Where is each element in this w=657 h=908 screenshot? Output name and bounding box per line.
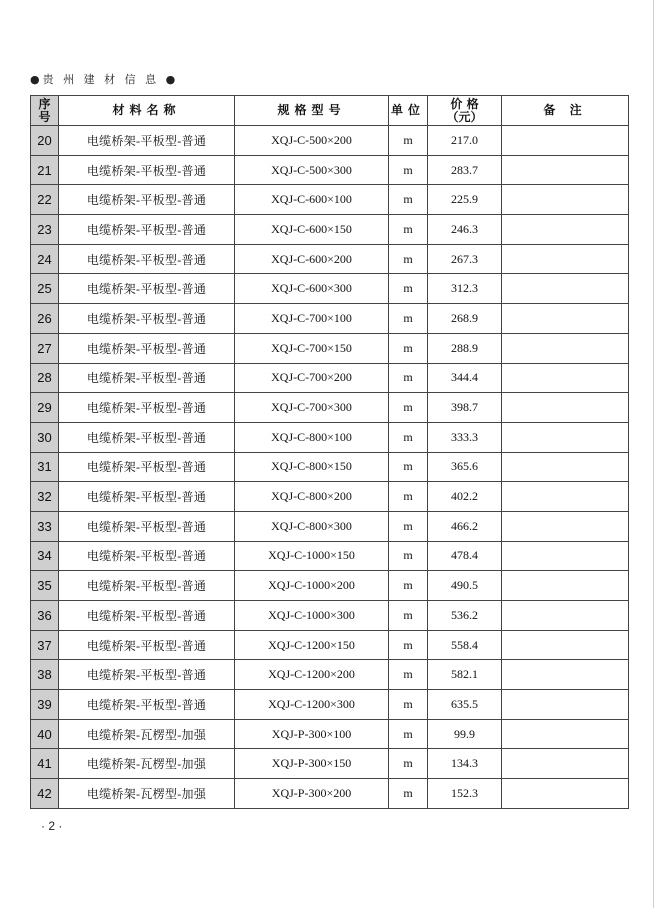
cell-seq: 22 — [31, 185, 59, 215]
cell-seq: 20 — [31, 126, 59, 156]
cell-price: 217.0 — [428, 126, 502, 156]
cell-name: 电缆桥架-平板型-普通 — [59, 126, 235, 156]
cell-spec: XQJ-C-700×300 — [235, 393, 389, 423]
cell-remark — [502, 601, 629, 631]
cell-price: 478.4 — [428, 541, 502, 571]
cell-price: 288.9 — [428, 333, 502, 363]
table-row — [31, 393, 629, 423]
cell-unit: m — [389, 333, 428, 363]
cell-seq: 23 — [31, 215, 59, 245]
cell-price: 536.2 — [428, 601, 502, 631]
cell-seq: 25 — [31, 274, 59, 304]
table-row — [31, 690, 629, 720]
cell-seq: 36 — [31, 601, 59, 631]
cell-name: 电缆桥架-瓦楞型-加强 — [59, 779, 235, 809]
col-header-unit: 单位 — [389, 96, 428, 126]
cell-spec: XQJ-C-1000×300 — [235, 601, 389, 631]
cell-spec: XQJ-C-600×200 — [235, 244, 389, 274]
cell-price: 344.4 — [428, 363, 502, 393]
cell-seq: 42 — [31, 779, 59, 809]
cell-remark — [502, 215, 629, 245]
cell-seq: 31 — [31, 452, 59, 482]
table-row — [31, 304, 629, 334]
cell-seq: 37 — [31, 630, 59, 660]
cell-spec: XQJ-C-800×200 — [235, 482, 389, 512]
table-row — [31, 482, 629, 512]
cell-price: 333.3 — [428, 422, 502, 452]
cell-price: 99.9 — [428, 719, 502, 749]
cell-unit: m — [389, 719, 428, 749]
col-header-spec: 规格型号 — [235, 96, 389, 126]
cell-unit: m — [389, 244, 428, 274]
cell-price: 402.2 — [428, 482, 502, 512]
table-body — [31, 126, 629, 809]
table-row — [31, 601, 629, 631]
cell-seq: 29 — [31, 393, 59, 423]
cell-price: 490.5 — [428, 571, 502, 601]
col-header-price — [428, 96, 502, 126]
cell-unit: m — [389, 779, 428, 809]
cell-price: 267.3 — [428, 244, 502, 274]
cell-name: 电缆桥架-瓦楞型-加强 — [59, 719, 235, 749]
cell-seq: 39 — [31, 690, 59, 720]
table-row — [31, 363, 629, 393]
table-row — [31, 422, 629, 452]
cell-spec: XQJ-P-300×100 — [235, 719, 389, 749]
cell-remark — [502, 422, 629, 452]
cell-seq: 24 — [31, 244, 59, 274]
cell-spec: XQJ-C-800×100 — [235, 422, 389, 452]
cell-unit: m — [389, 452, 428, 482]
cell-spec: XQJ-C-500×300 — [235, 155, 389, 185]
cell-unit: m — [389, 363, 428, 393]
cell-remark — [502, 185, 629, 215]
table-row — [31, 333, 629, 363]
cell-remark — [502, 511, 629, 541]
cell-seq: 21 — [31, 155, 59, 185]
cell-seq: 38 — [31, 660, 59, 690]
cell-spec: XQJ-C-1000×150 — [235, 541, 389, 571]
table-row — [31, 779, 629, 809]
cell-name: 电缆桥架-平板型-普通 — [59, 185, 235, 215]
cell-remark — [502, 155, 629, 185]
cell-spec: XQJ-C-800×300 — [235, 511, 389, 541]
cell-remark — [502, 630, 629, 660]
table-row — [31, 630, 629, 660]
cell-seq: 32 — [31, 482, 59, 512]
cell-remark — [502, 749, 629, 779]
col-header-seq-line1: 序 — [38, 96, 51, 111]
cell-remark — [502, 126, 629, 156]
cell-price: 246.3 — [428, 215, 502, 245]
cell-seq: 34 — [31, 541, 59, 571]
cell-name: 电缆桥架-平板型-普通 — [59, 333, 235, 363]
cell-unit: m — [389, 690, 428, 720]
cell-price: 152.3 — [428, 779, 502, 809]
cell-unit: m — [389, 155, 428, 185]
cell-price: 134.3 — [428, 749, 502, 779]
table-row — [31, 571, 629, 601]
table-row — [31, 452, 629, 482]
table-row — [31, 274, 629, 304]
table-row — [31, 749, 629, 779]
table-row — [31, 244, 629, 274]
col-header-seq — [31, 96, 59, 126]
cell-name: 电缆桥架-平板型-普通 — [59, 452, 235, 482]
cell-spec: XQJ-C-700×200 — [235, 363, 389, 393]
cell-unit: m — [389, 185, 428, 215]
table-row — [31, 511, 629, 541]
cell-price: 283.7 — [428, 155, 502, 185]
cell-price: 365.6 — [428, 452, 502, 482]
cell-spec: XQJ-C-600×300 — [235, 274, 389, 304]
cell-spec: XQJ-C-1200×300 — [235, 690, 389, 720]
cell-name: 电缆桥架-平板型-普通 — [59, 511, 235, 541]
cell-seq: 27 — [31, 333, 59, 363]
cell-name: 电缆桥架-瓦楞型-加强 — [59, 749, 235, 779]
cell-spec: XQJ-C-500×200 — [235, 126, 389, 156]
cell-spec: XQJ-P-300×150 — [235, 749, 389, 779]
cell-remark — [502, 274, 629, 304]
cell-name: 电缆桥架-平板型-普通 — [59, 541, 235, 571]
cell-name: 电缆桥架-平板型-普通 — [59, 274, 235, 304]
cell-spec: XQJ-C-600×100 — [235, 185, 389, 215]
table-row — [31, 126, 629, 156]
table-row — [31, 719, 629, 749]
col-header-seq-line2: 号 — [38, 109, 51, 124]
table-row — [31, 185, 629, 215]
cell-unit: m — [389, 511, 428, 541]
cell-name: 电缆桥架-平板型-普通 — [59, 660, 235, 690]
cell-remark — [502, 690, 629, 720]
cell-seq: 33 — [31, 511, 59, 541]
cell-spec: XQJ-C-700×100 — [235, 304, 389, 334]
cell-remark — [502, 719, 629, 749]
cell-unit: m — [389, 274, 428, 304]
table-row — [31, 215, 629, 245]
cell-unit: m — [389, 660, 428, 690]
cell-name: 电缆桥架-平板型-普通 — [59, 690, 235, 720]
col-header-price-line2: （元） — [446, 109, 483, 124]
table-row — [31, 541, 629, 571]
table-header-row — [31, 96, 629, 126]
cell-name: 电缆桥架-平板型-普通 — [59, 393, 235, 423]
cell-price: 312.3 — [428, 274, 502, 304]
cell-unit: m — [389, 126, 428, 156]
table-row — [31, 660, 629, 690]
cell-remark — [502, 393, 629, 423]
col-header-price-line1: 价 格 — [450, 96, 479, 111]
cell-name: 电缆桥架-平板型-普通 — [59, 244, 235, 274]
cell-name: 电缆桥架-平板型-普通 — [59, 422, 235, 452]
cell-price: 466.2 — [428, 511, 502, 541]
cell-price: 582.1 — [428, 660, 502, 690]
cell-name: 电缆桥架-平板型-普通 — [59, 155, 235, 185]
page-number: · 2 · — [41, 819, 63, 833]
cell-unit: m — [389, 215, 428, 245]
cell-unit: m — [389, 601, 428, 631]
cell-remark — [502, 333, 629, 363]
cell-name: 电缆桥架-平板型-普通 — [59, 363, 235, 393]
table-row — [31, 155, 629, 185]
cell-price: 225.9 — [428, 185, 502, 215]
cell-unit: m — [389, 630, 428, 660]
cell-remark — [502, 779, 629, 809]
cell-remark — [502, 452, 629, 482]
cell-spec: XQJ-P-300×200 — [235, 779, 389, 809]
cell-remark — [502, 304, 629, 334]
cell-seq: 28 — [31, 363, 59, 393]
cell-unit: m — [389, 571, 428, 601]
cell-unit: m — [389, 541, 428, 571]
price-table — [30, 95, 629, 809]
cell-unit: m — [389, 749, 428, 779]
cell-name: 电缆桥架-平板型-普通 — [59, 215, 235, 245]
cell-remark — [502, 571, 629, 601]
cell-price: 558.4 — [428, 630, 502, 660]
cell-remark — [502, 244, 629, 274]
cell-name: 电缆桥架-平板型-普通 — [59, 601, 235, 631]
cell-unit: m — [389, 304, 428, 334]
cell-name: 电缆桥架-平板型-普通 — [59, 482, 235, 512]
cell-unit: m — [389, 422, 428, 452]
col-header-remark: 备 注 — [502, 96, 629, 126]
cell-seq: 35 — [31, 571, 59, 601]
cell-name: 电缆桥架-平板型-普通 — [59, 571, 235, 601]
cell-seq: 41 — [31, 749, 59, 779]
cell-seq: 30 — [31, 422, 59, 452]
cell-unit: m — [389, 393, 428, 423]
cell-spec: XQJ-C-800×150 — [235, 452, 389, 482]
cell-spec: XQJ-C-700×150 — [235, 333, 389, 363]
cell-price: 635.5 — [428, 690, 502, 720]
cell-spec: XQJ-C-1200×150 — [235, 630, 389, 660]
cell-spec: XQJ-C-600×150 — [235, 215, 389, 245]
cell-seq: 40 — [31, 719, 59, 749]
cell-unit: m — [389, 482, 428, 512]
cell-spec: XQJ-C-1000×200 — [235, 571, 389, 601]
publication-header: ●贵 州 建 材 信 息 ● — [30, 73, 179, 86]
cell-price: 398.7 — [428, 393, 502, 423]
page-edge-line — [653, 0, 654, 908]
cell-seq: 26 — [31, 304, 59, 334]
cell-price: 268.9 — [428, 304, 502, 334]
cell-spec: XQJ-C-1200×200 — [235, 660, 389, 690]
cell-name: 电缆桥架-平板型-普通 — [59, 630, 235, 660]
col-header-name: 材料名称 — [59, 96, 235, 126]
cell-remark — [502, 660, 629, 690]
cell-remark — [502, 363, 629, 393]
cell-name: 电缆桥架-平板型-普通 — [59, 304, 235, 334]
cell-remark — [502, 541, 629, 571]
cell-remark — [502, 482, 629, 512]
